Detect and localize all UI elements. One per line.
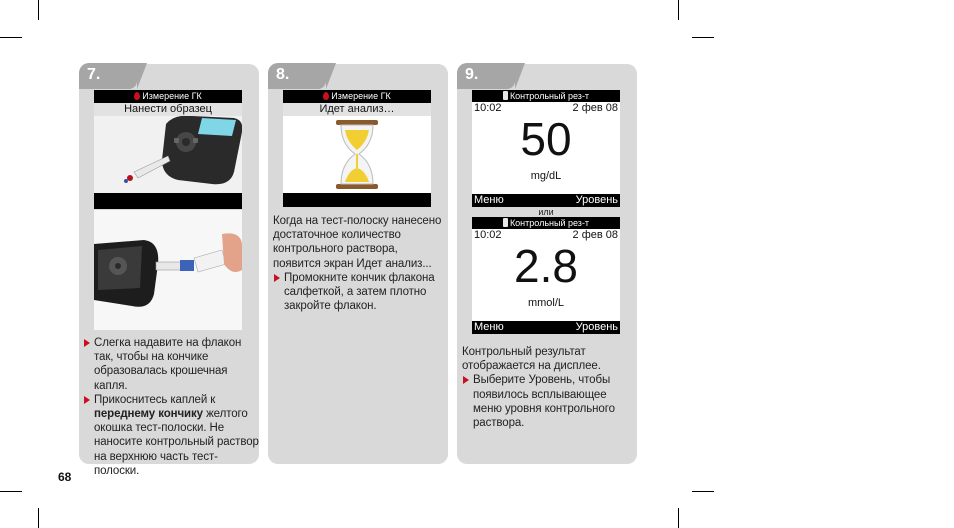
menu-softkey[interactable]: Меню (474, 194, 504, 206)
step-7-panel (79, 64, 259, 477)
crop-mark (38, 508, 39, 528)
result-time: 10:02 (474, 102, 502, 114)
meter-illustration-icon (94, 116, 242, 193)
instruction-bullet: Слегка надавите на флакон так, чтобы на кончике образовалась крошечная капля. (83, 336, 259, 393)
control-vial-icon (94, 210, 242, 330)
instruction-bullet (83, 393, 259, 478)
crop-mark (38, 0, 39, 20)
step-number: 8. (276, 66, 290, 83)
blood-drop-icon (323, 92, 329, 100)
meter-strip-illustration (94, 116, 242, 193)
step-8-panel (268, 64, 448, 464)
hourglass-display (283, 116, 431, 193)
result-body (472, 102, 620, 194)
instruction-paragraph: Контрольный результат отображается на дисплее. (462, 346, 601, 373)
crop-mark (692, 37, 714, 38)
screen-footer-bar (283, 193, 431, 207)
page-number: 68 (58, 470, 72, 484)
screen-title-text: Измерение ГК (142, 91, 202, 101)
hourglass-icon (283, 116, 431, 193)
result-softkeys (472, 194, 620, 207)
step-8-instructions (273, 214, 445, 313)
screen-subtitle: Нанести образец (94, 103, 242, 116)
screen-title (283, 90, 431, 103)
result-title (472, 217, 620, 229)
control-result-mmol (472, 217, 620, 334)
step-badge (457, 63, 515, 89)
level-softkey[interactable]: Уровень (575, 194, 618, 206)
step-badge (79, 63, 137, 89)
step-9-instructions (462, 345, 634, 430)
control-vial-icon (503, 218, 508, 227)
level-softkey[interactable]: Уровень (575, 321, 618, 333)
step-badge (268, 63, 326, 89)
step-number: 9. (465, 66, 479, 83)
instruction-text: Прикоснитесь каплей к (94, 393, 216, 406)
result-date: 2 фев 08 (572, 102, 618, 114)
screen-subtitle: Идет анализ… (283, 103, 431, 116)
crop-mark (0, 491, 22, 492)
vial-strip-photo (94, 210, 242, 330)
result-unit: mg/dL (530, 170, 562, 182)
step-7-instructions (83, 336, 259, 478)
result-value: 50 (520, 113, 572, 165)
instruction-text: желтого окошка тест-полоски. Не наносите контрольный раствор на верхнюю часть тест-полоски. (94, 408, 259, 477)
step-9-panel (457, 64, 637, 464)
result-title-text: Контрольный рез-т (509, 91, 590, 101)
control-result-mgdl (472, 90, 620, 207)
result-title (472, 90, 620, 102)
instruction-bullet: Промокните кончик флакона салфеткой, а затем плотно закройте флакон. (273, 271, 445, 314)
blood-drop-icon (134, 92, 140, 100)
step-number: 7. (87, 66, 101, 83)
crop-mark (692, 491, 714, 492)
menu-softkey[interactable]: Меню (474, 321, 504, 333)
or-separator: или (538, 207, 554, 217)
meter-screen (94, 90, 242, 116)
result-unit: mmol/L (527, 297, 565, 309)
crop-mark (678, 0, 679, 20)
result-body (472, 229, 620, 321)
instruction-paragraph: Когда на тест-полоску нанесено достаточное количество контрольного раствора, появится экран Идет анализ... (273, 215, 442, 270)
screen-footer-bar (94, 193, 242, 209)
screen-title-text: Измерение ГК (331, 91, 391, 101)
crop-mark (0, 37, 22, 38)
result-softkeys (472, 321, 620, 334)
screen-title (94, 90, 242, 103)
result-date: 2 фев 08 (572, 229, 618, 241)
instruction-bullet: Выберите Уровень, чтобы появилось всплывающее меню уровня контрольного раствора. (462, 373, 634, 430)
result-value: 2.8 (514, 240, 578, 292)
instruction-emphasis: переднему кончику (94, 408, 203, 421)
meter-screen (283, 90, 431, 116)
crop-mark (678, 508, 679, 528)
result-title-text: Контрольный рез-т (509, 218, 590, 228)
control-vial-icon (503, 91, 508, 100)
result-time: 10:02 (474, 229, 502, 241)
